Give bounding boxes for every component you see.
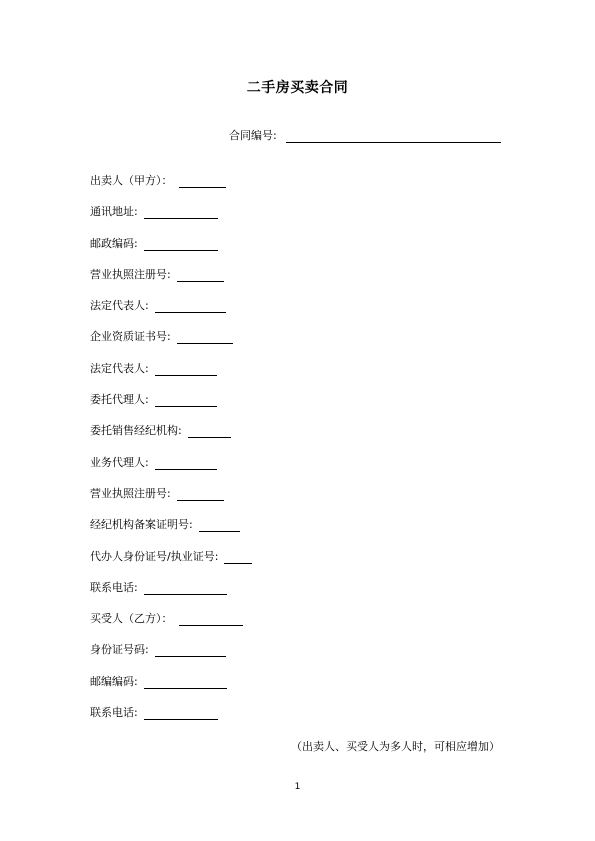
field-label: 邮编编码: <box>90 674 138 688</box>
field-blank <box>155 300 226 313</box>
contract-number-line <box>229 127 501 143</box>
field-blank <box>179 613 243 626</box>
field-row <box>90 548 252 579</box>
document-title: 二手房买卖合同 <box>246 80 349 96</box>
field-row <box>90 235 252 266</box>
field-blank <box>155 457 217 470</box>
field-row <box>90 610 252 641</box>
field-label: 联系电话: <box>90 706 138 720</box>
field-row <box>90 704 252 735</box>
field-blank <box>155 644 226 657</box>
field-blank <box>144 206 218 219</box>
field-label: 法定代表人: <box>90 299 149 313</box>
page-number: 1 <box>294 782 301 792</box>
field-row <box>90 673 252 704</box>
field-label: 业务代理人: <box>90 455 149 469</box>
field-row <box>90 422 252 453</box>
contract-number-label: 合同编号: <box>229 129 277 142</box>
field-blank <box>144 707 218 720</box>
field-row <box>90 579 252 610</box>
field-label: 代办人身份证号/执业证号: <box>90 549 219 563</box>
field-row <box>90 485 252 516</box>
field-row <box>90 516 252 547</box>
contract-number-blank <box>286 130 501 143</box>
field-row <box>90 266 252 297</box>
field-row <box>90 172 252 203</box>
field-blank <box>177 331 233 344</box>
field-label: 营业执照注册号: <box>90 486 171 500</box>
field-blank <box>179 175 226 188</box>
field-label: 邮政编码: <box>90 236 138 250</box>
field-blank <box>144 676 227 689</box>
field-label: 委托销售经纪机构: <box>90 424 182 438</box>
field-blank <box>199 519 240 532</box>
field-row <box>90 641 252 672</box>
field-row <box>90 203 252 234</box>
field-label: 企业资质证书号: <box>90 330 171 344</box>
field-label: 通讯地址: <box>90 205 138 219</box>
field-row <box>90 391 252 422</box>
field-blank <box>177 488 224 501</box>
field-blank <box>155 394 217 407</box>
field-blank <box>144 238 218 251</box>
field-label: 联系电话: <box>90 580 138 594</box>
field-label: 委托代理人: <box>90 393 149 407</box>
field-blank <box>177 269 224 282</box>
field-label: 身份证号码: <box>90 643 149 657</box>
field-blank <box>224 551 252 564</box>
field-label: 营业执照注册号: <box>90 267 171 281</box>
field-label: 出卖人（甲方）： <box>90 174 173 187</box>
field-blank <box>144 582 227 595</box>
field-row <box>90 454 252 485</box>
field-row <box>90 297 252 328</box>
field-label: 经纪机构备案证明号: <box>90 518 193 532</box>
party-fields <box>90 172 252 735</box>
field-blank <box>188 425 231 438</box>
multi-party-note: （出卖人、买受人为多人时，可相应增加） <box>291 740 500 753</box>
field-row <box>90 360 252 391</box>
field-label: 法定代表人: <box>90 361 149 375</box>
field-label: 买受人（乙方）： <box>90 612 173 626</box>
field-blank <box>155 363 217 376</box>
field-row <box>90 328 252 359</box>
